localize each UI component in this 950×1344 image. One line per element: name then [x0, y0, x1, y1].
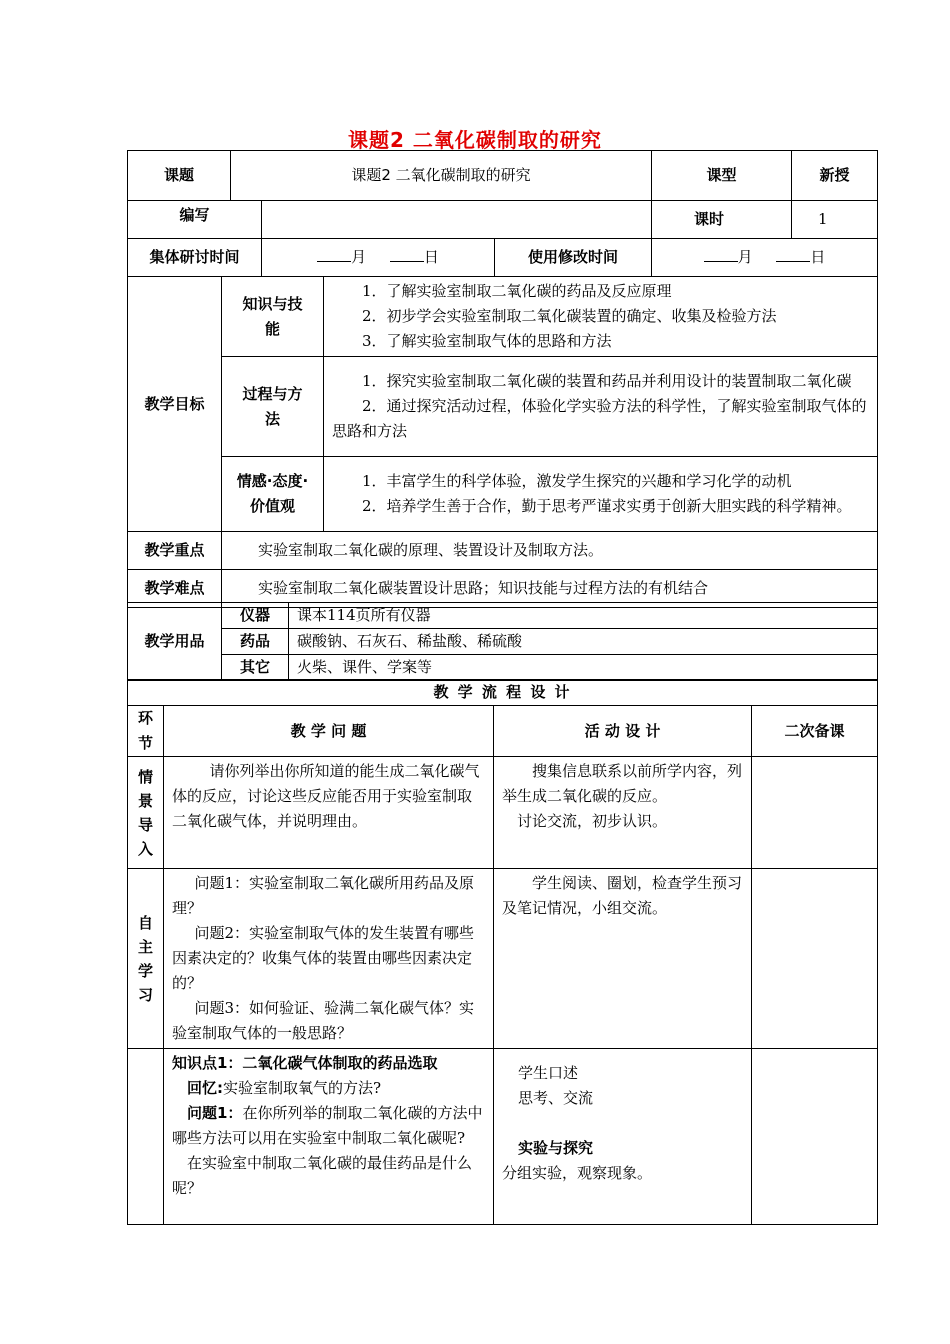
- col-second: 二次备课: [752, 706, 878, 757]
- material-key: 仪器: [222, 603, 289, 629]
- materials-label: 教学用品: [128, 603, 222, 681]
- goal-label-emotion: 情感·态度·价值观: [222, 457, 324, 532]
- second-prep-cell: [752, 1049, 878, 1225]
- focus-text: 实验室制取二氧化碳的原理、装置设计及制取方法。: [222, 532, 878, 570]
- col-activity: 活 动 设 计: [494, 706, 752, 757]
- stage-label: [128, 1049, 164, 1225]
- stage-label: 情景导入: [128, 757, 164, 869]
- material-value: 课本114页所有仪器: [289, 603, 878, 629]
- difficulty-text: 实验室制取二氧化碳装置设计思路；知识技能与过程方法的有机结合: [222, 570, 878, 608]
- material-value: 碳酸钠、石灰石、稀盐酸、稀硫酸: [289, 629, 878, 655]
- material-key: 药品: [222, 629, 289, 655]
- keti-label: 课题: [128, 151, 231, 201]
- flow-title: 教 学 流 程 设 计: [128, 680, 878, 706]
- bianxie-value: [262, 201, 652, 239]
- activity-cell: 搜集信息联系以前所学内容，列举生成二氧化碳的反应。 讨论交流，初步认识。: [494, 757, 752, 869]
- jiti-date: 月 日: [262, 239, 495, 277]
- keshi-value: 1: [792, 201, 878, 239]
- header-table: [127, 150, 878, 277]
- question-cell: 问题1：实验室制取二氧化碳所用药品及原理？ 问题2：实验室制取气体的发生装置有哪些因素决定的？收集气体的装置由哪些因素决定的？ 问题3：如何验证、验满二氧化碳气体？实验室制取气体的一般思路？: [164, 869, 494, 1049]
- q1-label: 问题1：: [187, 1104, 243, 1122]
- col-question: 教 学 问 题: [164, 706, 494, 757]
- goal-label-process: 过程与方法: [222, 357, 324, 457]
- keti-value: 课题2 二氧化碳制取的研究: [231, 151, 652, 201]
- activity-cell: 学生口述 思考、交流 实验与探究 分组实验，观察现象。: [494, 1049, 752, 1225]
- keshi-label: 课时: [652, 201, 792, 239]
- focus-label: 教学重点: [128, 532, 222, 570]
- question-cell: 知识点1：二氧化碳气体制取的药品选取 回忆:实验室制取氧气的方法? 问题1：在你所列举的制取二氧化碳的方法中哪些方法可以用在实验室中制取二氧化碳呢? 在实验室中制取二氧化碳的最佳药品是什么呢？: [164, 1049, 494, 1225]
- goal-process-content: 1．探究实验室制取二氧化碳的装置和药品并利用设计的装置制取二氧化碳 2．通过探究活动过程，体验化学实验方法的科学性，了解实验室制取气体的思路和方法: [324, 357, 878, 457]
- goal-label-knowledge: 知识与技能: [222, 277, 324, 357]
- question-cell: 请你列举出你所知道的能生成二氧化碳气体的反应，讨论这些反应能否用于实验室制取二氧化碳气体，并说明理由。: [164, 757, 494, 869]
- kexing-label: 课型: [652, 151, 792, 201]
- shiyong-label: 使用修改时间: [495, 239, 652, 277]
- goals-table: [127, 276, 878, 608]
- activity-cell: 学生阅读、圈划，检查学生预习及笔记情况，小组交流。: [494, 869, 752, 1049]
- flow-table: [127, 679, 878, 1225]
- recall-label: 回忆:: [187, 1079, 223, 1097]
- goal-knowledge-content: 1．了解实验室制取二氧化碳的药品及反应原理 2．初步学会实验室制取二氧化碳装置的确定、收集及检验方法 3．了解实验室制取气体的思路和方法: [324, 277, 878, 357]
- stage-label: 自主学习: [128, 869, 164, 1049]
- document-title: 课题2 二氧化碳制取的研究: [348, 128, 602, 152]
- difficulty-label: 教学难点: [128, 570, 222, 608]
- kexing-value: 新授: [792, 151, 878, 201]
- materials-table: [127, 602, 878, 681]
- material-key: 其它: [222, 655, 289, 681]
- second-prep-cell: [752, 869, 878, 1049]
- goals-label: 教学目标: [128, 277, 222, 532]
- shiyong-date: 月 日: [652, 239, 878, 277]
- col-stage: 环节: [128, 706, 164, 757]
- goal-emotion-content: 1．丰富学生的科学体验，激发学生探究的兴趣和学习化学的动机 2．培养学生善于合作，勤于思考严谨求实勇于创新大胆实践的科学精神。: [324, 457, 878, 532]
- jiti-label: 集体研讨时间: [128, 239, 262, 277]
- bianxie-label: 编写: [128, 201, 262, 239]
- material-value: 火柴、课件、学案等: [289, 655, 878, 681]
- second-prep-cell: [752, 757, 878, 869]
